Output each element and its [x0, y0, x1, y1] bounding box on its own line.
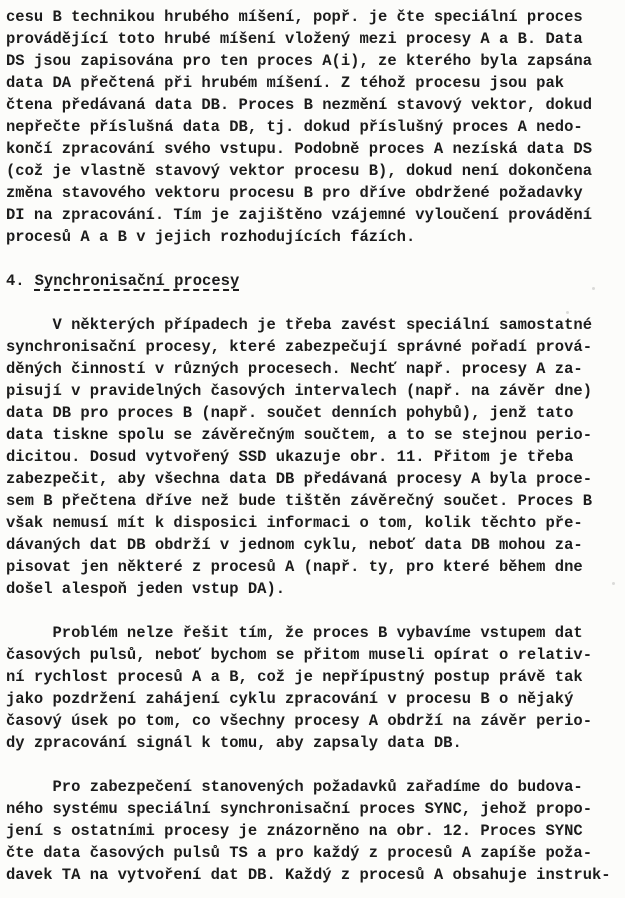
text-line: ní rychlost procesů A a B, což je nepřípustný postup právě tak	[6, 668, 583, 686]
text-line: data tiskne spolu se závěrečným součtem, a to se stejnou perio-	[6, 426, 592, 444]
paragraph	[6, 622, 621, 754]
text-line: nepřečte příslušná data DB, tj. dokud příslušný proces A nedo-	[6, 118, 583, 136]
section-heading	[6, 270, 621, 292]
text-line: provádějící toto hrubé míšení vložený mezi procesy A a B. Data	[6, 30, 583, 48]
text-line: časový úsek po tom, co všechny procesy A obdrží na závěr perio-	[6, 712, 592, 730]
text-line: děných činností v různých procesech. Nechť např. procesy A za-	[6, 360, 583, 378]
page-content	[6, 6, 621, 886]
text-line: čtena předávaná data DB. Proces B nezmění stavový vektor, dokud	[6, 96, 592, 114]
paragraph	[6, 6, 621, 248]
scan-speckle	[566, 311, 569, 314]
scan-speckle	[612, 582, 615, 585]
text-line: DS jsou zapisována pro ten proces A(i), ze kterého byla zapsána	[6, 52, 592, 70]
text-line: došel alespoň jeden vstup DA).	[6, 580, 286, 598]
text-line: data DA přečtená při hrubém míšení. Z téhož procesu jsou pak	[6, 74, 565, 92]
text-line: jení s ostatními procesy je znázorněno na obr. 12. Proces SYNC	[6, 822, 583, 840]
text-line: zabezpečit, aby všechna data DB předávaná procesy A byla proce-	[6, 470, 592, 488]
section-title: Synchronisační procesy	[34, 272, 240, 290]
text-line: (což je vlastně stavový vektor procesu B), dokud není dokončena	[6, 162, 592, 180]
paragraph	[6, 314, 621, 600]
text-line: procesů A a B v jejich rozhodujících fázích.	[6, 228, 416, 246]
text-line: změna stavového vektoru procesu B pro dříve obdržené požadavky	[6, 184, 583, 202]
text-line: V některých případech je třeba zavést speciální samostatné	[6, 316, 592, 334]
text-line: sem B přečtena dříve než bude tištěn závěrečný součet. Proces B	[6, 492, 592, 510]
text-line: Pro zabezpečení stanovených požadavků zařadíme do budova-	[6, 778, 583, 796]
text-line: končí zpracování svého vstupu. Podobně proces A nezíská data DS	[6, 140, 592, 158]
text-line: časových pulsů, neboť bychom se přitom museli opírat o relativ-	[6, 646, 592, 664]
text-line: pisovat jen některé z procesů A (např. ty, pro které během dne	[6, 558, 583, 576]
paragraph	[6, 776, 621, 886]
section-number: 4.	[6, 272, 25, 290]
text-line: dy zpracování signál k tomu, aby zapsaly data DB.	[6, 734, 462, 752]
text-line: pisují v pravidelných časových intervalech (např. na závěr dne)	[6, 382, 592, 400]
text-line: cesu B technikou hrubého míšení, popř. je čte speciální proces	[6, 8, 583, 26]
text-line: dávaných dat DB obdrží v jednom cyklu, neboť data DB mohou za-	[6, 536, 583, 554]
text-line: DI na zpracování. Tím je zajištěno vzájemné vyloučení provádění	[6, 206, 592, 224]
text-line: jako pozdržení zahájení cyklu zpracování v procesu B o nějaký	[6, 690, 574, 708]
text-line: však nemusí mít k disposici informaci o tom, kolik těchto pře-	[6, 514, 583, 532]
text-line: čte data časových pulsů TS a pro každý z procesů A zapíše poža-	[6, 844, 592, 862]
scan-speckle	[592, 287, 595, 290]
text-line: data DB pro proces B (např. součet denních pohybů), jenž tato	[6, 404, 574, 422]
text-line: dicitou. Dosud vytvořený SSD ukazuje obr. 11. Přitom je třeba	[6, 448, 574, 466]
text-line: synchronisační procesy, které zabezpečují správné pořadí prová-	[6, 338, 592, 356]
text-line: ného systému speciální synchronisační proces SYNC, jehož propo-	[6, 800, 592, 818]
text-line: Problém nelze řešit tím, že proces B vybavíme vstupem dat	[6, 624, 583, 642]
text-line: davek TA na vytvoření dat DB. Každý z procesů A obsahuje instruk-	[6, 866, 611, 884]
